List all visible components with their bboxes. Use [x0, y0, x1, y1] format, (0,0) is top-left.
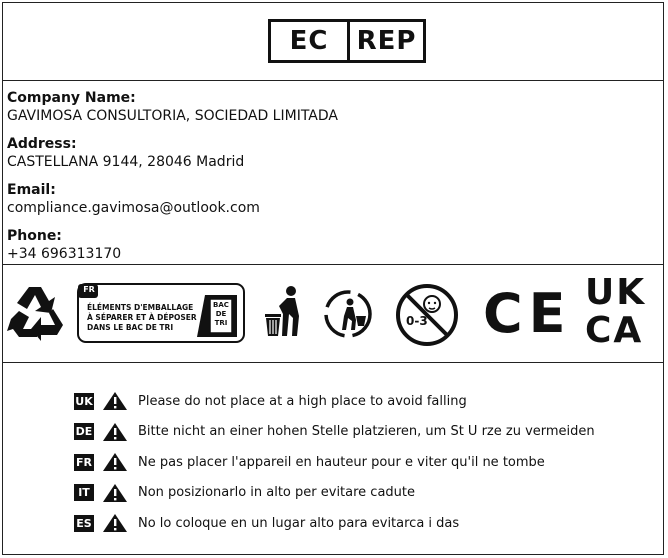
ec-rep-badge — [268, 19, 426, 63]
triman-text — [87, 303, 197, 333]
triman-line-2: À SÉPARER ET À DÉPOSER — [87, 313, 197, 322]
warning-text: No lo coloque en un lugar alto para evitarca i das — [138, 515, 460, 531]
country-code-badge: ES — [74, 515, 94, 532]
email-label: Email: — [7, 182, 56, 198]
triman-line-3: DANS LE BAC DE TRI — [87, 323, 174, 332]
country-code-badge: FR — [74, 454, 94, 471]
phone-value: +34 696313170 — [7, 246, 122, 262]
warning-row — [74, 478, 595, 509]
bin-line-3: TRI — [214, 319, 228, 327]
recycle-icon — [7, 283, 71, 343]
warning-row — [74, 386, 595, 417]
company-info — [7, 89, 657, 273]
warning-row — [74, 447, 595, 478]
bin-line-2: DE — [215, 310, 227, 318]
triman-line-1: ÉLÉMENTS D'EMBALLAGE — [87, 303, 194, 312]
address-value: CASTELLANA 9144, 28046 Madrid — [7, 154, 245, 170]
warning-text: Non posizionarlo in alto per evitare cadute — [138, 485, 416, 501]
rep-label: REP — [356, 26, 417, 56]
ec-label: EC — [271, 22, 350, 60]
ce-mark: CE — [483, 282, 572, 345]
warning-text: Please do not place at a high place to avoid falling — [138, 393, 467, 409]
warning-text: Bitte nicht an einer hohen Stelle platzieren, um St U rze zu vermeiden — [138, 424, 595, 440]
email-value: compliance.gavimosa@outlook.com — [7, 200, 260, 216]
tidyman-icon — [261, 284, 303, 340]
warning-triangle-icon — [102, 452, 128, 472]
warning-triangle-icon — [102, 483, 128, 503]
age-warning-text: 0-3 — [406, 314, 428, 328]
ukca-top: UK — [585, 272, 647, 313]
warning-row — [74, 508, 595, 539]
warning-triangle-icon — [102, 391, 128, 411]
warning-text: Ne pas placer l'appareil en hauteur pour e viter qu'il ne tombe — [138, 454, 545, 470]
country-code-badge: IT — [74, 484, 94, 501]
company-name-label: Company Name: — [7, 90, 136, 106]
triman-bin-label — [210, 301, 232, 328]
address-label: Address: — [7, 136, 77, 152]
bin-line-1: BAC — [213, 301, 229, 309]
phone-label: Phone: — [7, 228, 62, 244]
warning-triangle-icon — [102, 513, 128, 533]
divider-bottom — [2, 362, 664, 363]
ukca-mark — [585, 274, 646, 350]
warning-row — [74, 417, 595, 448]
warning-list — [74, 386, 595, 539]
recycle-figure-icon — [320, 286, 376, 342]
country-code-badge: UK — [75, 394, 93, 408]
ukca-bottom: CA — [585, 310, 644, 351]
warning-triangle-icon — [102, 422, 128, 442]
company-name-value: GAVIMOSA CONSULTORIA, SOCIEDAD LIMITADA — [7, 108, 338, 124]
triman-country: FR — [83, 285, 95, 294]
divider-top — [2, 80, 664, 81]
country-code-badge: DE — [75, 425, 93, 439]
compliance-icons-row — [2, 266, 664, 362]
